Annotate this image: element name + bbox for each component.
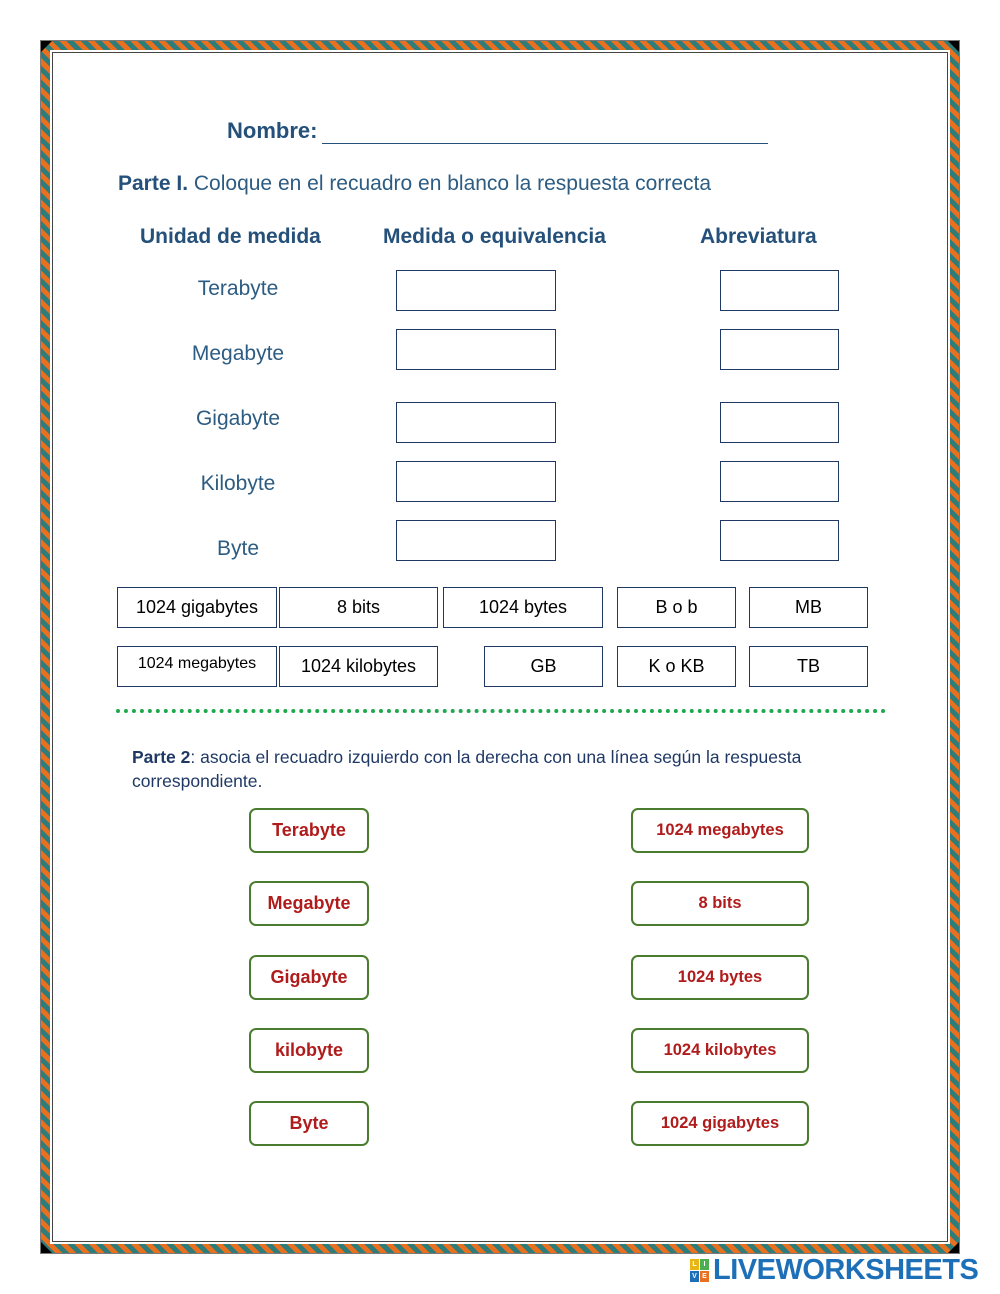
match-right-item[interactable]: 1024 bytes <box>631 955 809 1000</box>
answer-option[interactable]: TB <box>749 646 868 687</box>
abbrev-answer-box[interactable] <box>720 329 839 370</box>
match-left-item[interactable]: Byte <box>249 1101 369 1146</box>
measure-answer-box[interactable] <box>396 461 556 502</box>
name-field <box>227 118 768 144</box>
match-left-item[interactable]: kilobyte <box>249 1028 369 1073</box>
abbrev-answer-box[interactable] <box>720 402 839 443</box>
column-header-measure: Medida o equivalencia <box>383 225 606 248</box>
match-left-item[interactable]: Gigabyte <box>249 955 369 1000</box>
abbrev-answer-box[interactable] <box>720 461 839 502</box>
match-right-item[interactable]: 1024 megabytes <box>631 808 809 853</box>
measure-answer-box[interactable] <box>396 270 556 311</box>
match-right-item[interactable]: 1024 gigabytes <box>631 1101 809 1146</box>
corner-ornament <box>41 1242 52 1253</box>
column-header-abbrev: Abreviatura <box>700 225 817 248</box>
unit-label: Byte <box>216 537 260 560</box>
unit-label: Kilobyte <box>200 472 276 495</box>
abbrev-answer-box[interactable] <box>720 270 839 311</box>
unit-label: Terabyte <box>197 277 279 300</box>
logo-letter: I <box>700 1259 709 1270</box>
logo-mark-icon <box>690 1259 709 1282</box>
logo-text: LIVEWORKSHEETS <box>713 1253 979 1286</box>
unit-label: Gigabyte <box>195 407 281 430</box>
answer-option[interactable]: 1024 gigabytes <box>117 587 277 628</box>
part2-instruction <box>132 745 902 793</box>
section-divider <box>116 709 886 713</box>
abbrev-answer-box[interactable] <box>720 520 839 561</box>
corner-ornament <box>948 1242 959 1253</box>
answer-option[interactable]: 8 bits <box>279 587 438 628</box>
logo-letter: V <box>690 1271 699 1282</box>
part1-instruction <box>118 172 711 196</box>
column-header-unit: Unidad de medida <box>140 225 321 248</box>
answer-option[interactable]: 1024 bytes <box>443 587 603 628</box>
unit-label: Megabyte <box>191 342 285 365</box>
logo-letter: E <box>700 1271 709 1282</box>
liveworksheets-logo[interactable] <box>690 1254 978 1286</box>
answer-option[interactable]: 1024 kilobytes <box>279 646 438 687</box>
answer-option[interactable]: 1024 megabytes <box>117 646 277 687</box>
part2-title: Parte 2 <box>132 747 191 767</box>
measure-answer-box[interactable] <box>396 329 556 370</box>
match-left-item[interactable]: Megabyte <box>249 881 369 926</box>
name-input-line[interactable] <box>322 121 768 144</box>
match-left-item[interactable]: Terabyte <box>249 808 369 853</box>
logo-letter: L <box>690 1259 699 1270</box>
part2-instruction-text: : asocia el recuadro izquierdo con la derecha con una línea según la respuesta correspondiente. <box>132 747 802 791</box>
answer-option[interactable]: GB <box>484 646 603 687</box>
match-right-item[interactable]: 8 bits <box>631 881 809 926</box>
corner-ornament <box>948 41 959 52</box>
part1-title: Parte I. <box>118 172 189 195</box>
name-label: Nombre: <box>227 118 318 143</box>
measure-answer-box[interactable] <box>396 402 556 443</box>
part1-instruction-text: Coloque en el recuadro en blanco la respuesta correcta <box>188 172 712 195</box>
answer-option[interactable]: B o b <box>617 587 736 628</box>
measure-answer-box[interactable] <box>396 520 556 561</box>
match-right-item[interactable]: 1024 kilobytes <box>631 1028 809 1073</box>
answer-option[interactable]: K o KB <box>617 646 736 687</box>
answer-option[interactable]: MB <box>749 587 868 628</box>
corner-ornament <box>41 41 52 52</box>
